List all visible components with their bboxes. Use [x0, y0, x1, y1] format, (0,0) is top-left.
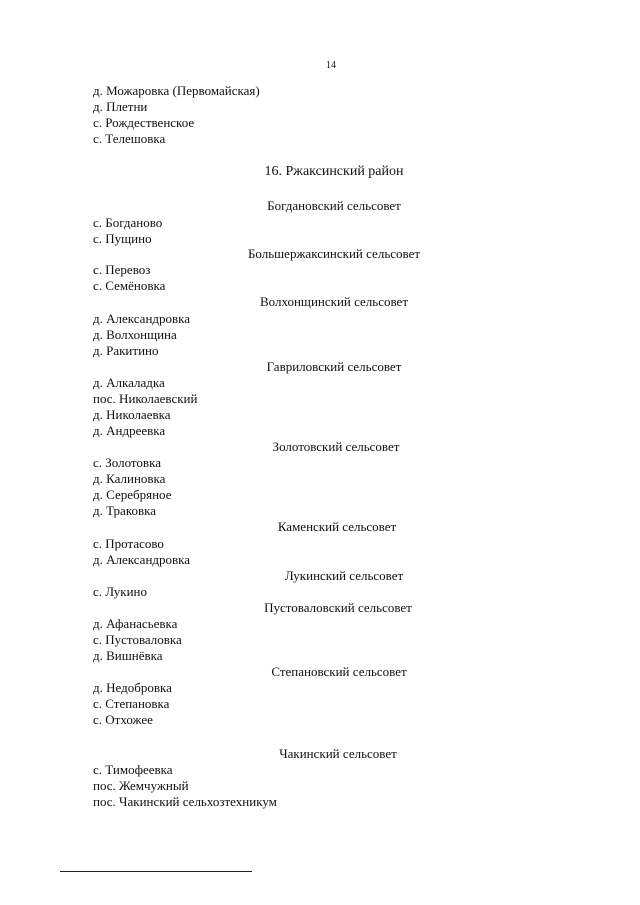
section-heading: Лукинский сельсовет — [284, 568, 404, 583]
list-item: с. Рождественское — [93, 115, 195, 130]
page-number: 14 — [326, 60, 336, 71]
section-heading: Пустоваловский сельсовет — [264, 600, 412, 615]
list-item: д. Николаевка — [93, 407, 171, 422]
list-item: с. Пущино — [93, 231, 152, 246]
list-item: д. Андреевка — [93, 423, 166, 438]
list-item: с. Богданово — [93, 215, 163, 230]
list-item: д. Алкаладка — [93, 375, 165, 390]
section-heading: Волхонщинский сельсовет — [259, 294, 409, 309]
list-item: с. Отхожее — [93, 712, 153, 727]
section-heading: Степановский сельсовет — [271, 664, 407, 679]
list-item: пос. Николаевский — [93, 391, 198, 406]
list-item: д. Александровка — [93, 311, 191, 326]
list-item: с. Тимофеевка — [93, 762, 173, 777]
list-item: д. Калиновка — [93, 471, 166, 486]
footnote-divider — [60, 871, 252, 872]
list-item: пос. Чакинский сельхозтехникум — [93, 794, 277, 809]
list-item: д. Серебряное — [93, 487, 172, 502]
district-title: 16. Ржаксинский район — [264, 164, 404, 179]
section-heading: Каменский сельсовет — [277, 519, 397, 534]
list-item: с. Перевоз — [93, 262, 151, 277]
section-heading: Чакинский сельсовет — [279, 746, 397, 761]
list-item: с. Золотовка — [93, 455, 161, 470]
list-item: д. Вишнёвка — [93, 648, 163, 663]
section-heading: Золотовский сельсовет — [272, 439, 400, 454]
list-item: д. Александровка — [93, 552, 191, 567]
section-heading: Большержаксинский сельсовет — [247, 246, 421, 261]
section-heading: Богдановский сельсовет — [267, 198, 401, 213]
list-item: д. Ракитино — [93, 343, 159, 358]
list-item: д. Волхонщина — [93, 327, 177, 342]
list-item: с. Степановка — [93, 696, 170, 711]
list-item: с. Телешовка — [93, 131, 166, 146]
list-item: д. Траковка — [93, 503, 157, 518]
list-item: с. Пустоваловка — [93, 632, 182, 647]
section-heading: Гавриловский сельсовет — [266, 359, 402, 374]
list-item: д. Недобровка — [93, 680, 172, 695]
list-item: д. Можаровка (Первомайская) — [93, 83, 260, 98]
list-item: пос. Жемчужный — [93, 778, 189, 793]
list-item: д. Плетни — [93, 99, 148, 114]
list-item: с. Семёновка — [93, 278, 166, 293]
list-item: д. Афанасьевка — [93, 616, 178, 631]
list-item: с. Лукино — [93, 584, 147, 599]
list-item: с. Протасово — [93, 536, 164, 551]
